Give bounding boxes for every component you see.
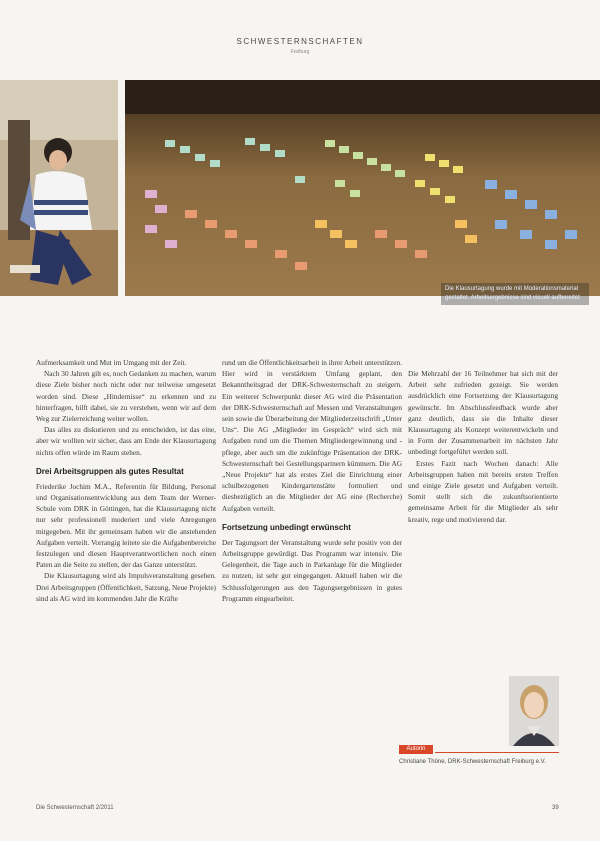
photo-caption: Die Klausurtagung wurde mit Moderationsmaterial gestaltet, Arbeitsergebnisse sind visuell aufbereitet: [441, 283, 589, 305]
subheading: Fortsetzung unbedingt erwünscht: [222, 522, 351, 532]
footer-publication: Die Schwesternschaft 2/2011: [36, 805, 114, 811]
paragraph: Friederike Jochim M.A., Referentin für Bildung, Personal und Organisationsentwicklung aus dem Team der Werner-Schule vom DRK in Göttingen, hat die Klausurtagung nicht nur sehr professionell moderiert und viele Anregungen mitgegeben. Mit ihr gemeinsam haben wir die anstehenden Aufgaben verteilt. Vorrangig leitete sie die Aufgabenbereiche festzulegen und diesen Hauptverantwortlichen noch einen Paten an die Seite zu stellen, der das Ganze unterstützt.: [36, 481, 216, 570]
paragraph: Der Tagungsort der Veranstaltung wurde sehr positiv von der Arbeitsgruppe gewürdigt. Das Programm war intensiv. Die Gelegenheit, die Tage auch in Parkanlage für die Mitglieder zu nutzen, ist sehr gut eingegangen. Aktuell haben wir die Schlussfolgerungen aus den Tagungsergebnissen in gutes Programm eingearbeitet.: [222, 537, 402, 603]
paragraph: Die Mehrzahl der 16 Teilnehmer hat sich mit der Arbeit sehr zufrieden gezeigt. Sie werden ausdrücklich eine Fortsetzung der Klausurtagung gewünscht. Im Abschlussfeedback wurde aber ganz deutlich, dass sie die Inhalte dieser Klausurtagung als Konzept weiterentwickeln und in Form der Zusammenarbeit im nächsten Jahr unbedingt fortgeführt werden soll.: [408, 369, 558, 457]
paragraph: Nach 30 Jahren gilt es, noch Gedanken zu machen, warum diese Ziele bisher noch nicht oder nur teilweise umgesetzt worden sind. Diese „Hindernisse“ zu erkennen und zu hinterfragen, hilft dabei, sie zu verstehen, wenn wir auf dem Weg zur Zielerreichung weiter wollen.: [36, 369, 216, 424]
photo-participant: [0, 80, 118, 296]
text-column-3: [408, 368, 558, 525]
author-label: Autorin: [399, 745, 433, 754]
paragraph: rund um die Öffentlichkeitsarbeit in ihrer Arbeit unterstützen. Hier wird in verstärktem Umfang geplant, den Bekanntheitsgrad der DRK-Schwesternschaft zu steigern. Ein weiterer Schwerpunkt dieser AG wird die Präsentation der DRK-Schwesternschaft auf Messen und Veranstaltungen sein sowie die Überarbeitung der Mitgliederzeitschrift „Unter Uns“. Die AG „Mitglieder im Gespräch“ wird sich mit Aufgaben rund um die Themen Mitgliedergewinnung und -pflege, aber auch um die zukünftige Präsentation der DRK-Schwesternschaft bei Gestellungspartnern kümmern. Die AG „Neue Projekte“ hat als erstes Ziel die Einrichtung einer schulbezogenen Kindergartenstätte formuliert und diesbezüglich an die Mitglieder der AG eine (Recherche) Aufgaben verteilt.: [222, 358, 402, 513]
page-number: 39: [552, 805, 559, 811]
text-column-1: [36, 357, 216, 604]
section-subtitle: Freiburg: [290, 49, 310, 55]
paragraph: Aufmerksamkeit und Mut im Umgang mit der Zeit.: [36, 358, 187, 367]
page-header: [0, 37, 600, 55]
text-column-2: [222, 357, 402, 604]
author-portrait: [509, 676, 559, 746]
paragraph: Die Klausurtagung wird als Impulsveranstaltung gesehen. Drei Arbeitsgruppen (Öffentlichkeit, Satzung, Neue Projekte) sind als AG wird im kommenden Jahr die Kräfte: [36, 571, 216, 603]
section-title: SCHWESTERNSCHAFTEN: [236, 37, 364, 46]
author-name: Christiane Thöne, DRK-Schwesternschaft Freiburg e.V.: [399, 759, 546, 765]
paragraph: Erstes Fazit nach Wochen danach: Alle Arbeitsgruppen haben mit bereits ersten Treffen und einige Ziele gesetzt und Aufgaben verteilt. Somit stellt sich die zukunftsorientierte gemeinsame Arbeit für die Mitglieder als sehr kreativ, rege und motivierend dar.: [408, 458, 558, 524]
author-divider: [435, 752, 559, 753]
photo-card-layout: [125, 80, 600, 296]
subheading: Drei Arbeitsgruppen als gutes Resultat: [36, 466, 184, 476]
paragraph: Das alles zu diskutieren und zu entscheiden, ist das eine, aber wir wollten wir sicher, dass am Ende der Klausurtagung nichts offen würde im Raum stehen.: [36, 425, 216, 457]
